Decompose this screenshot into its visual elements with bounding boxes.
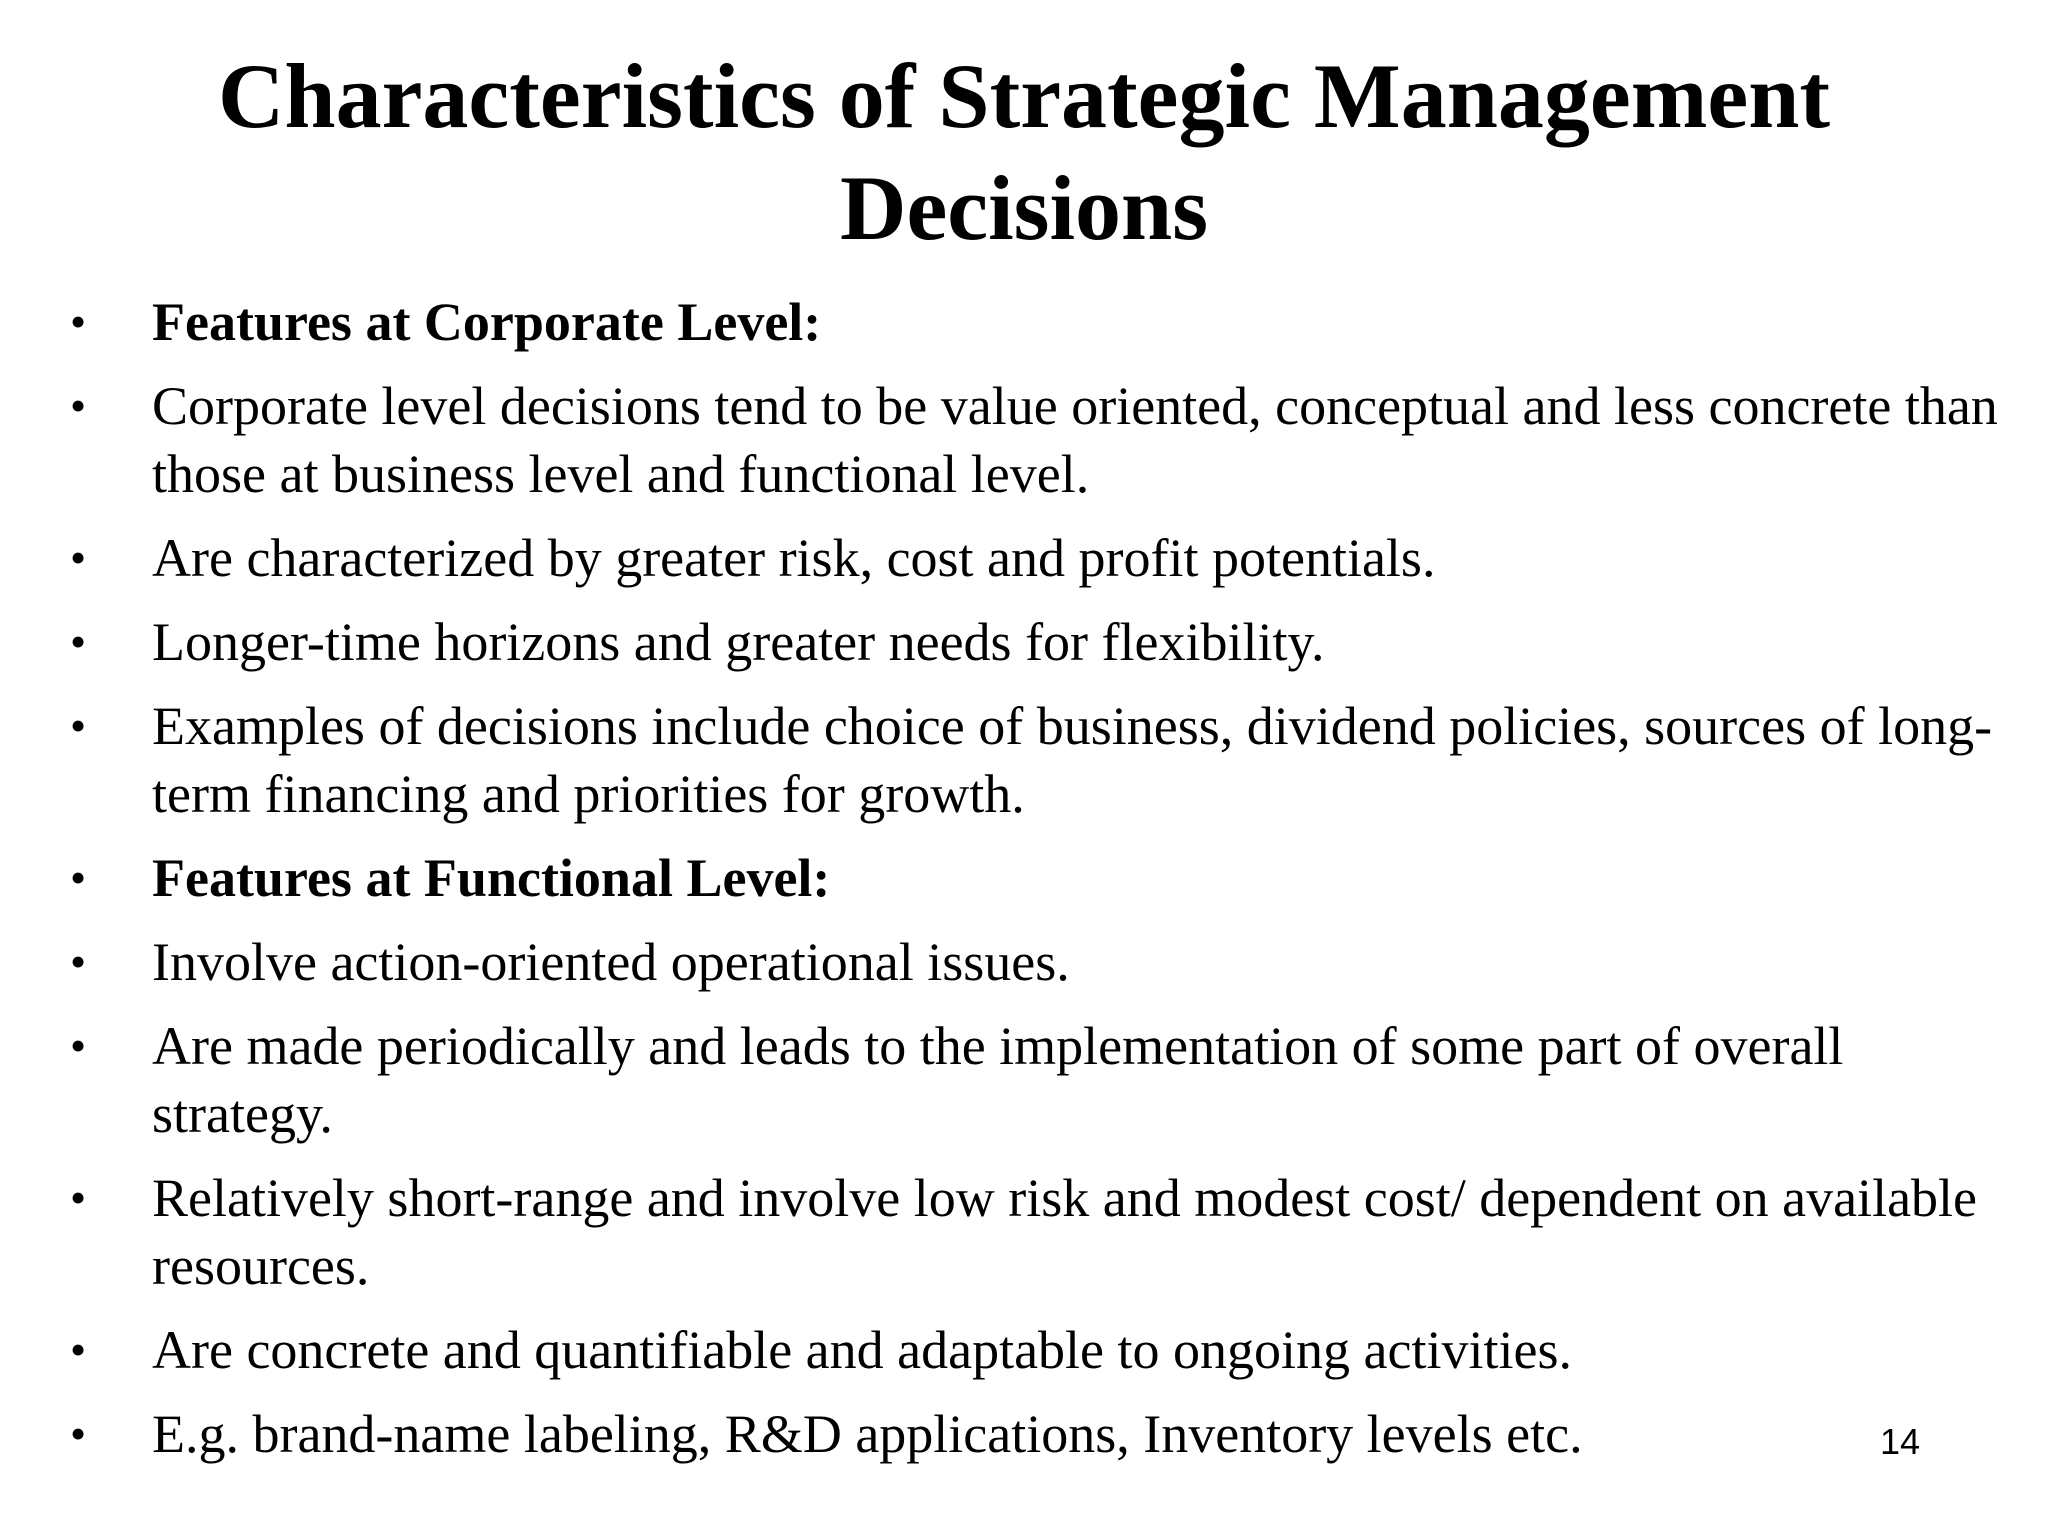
bullet-corporate-heading bbox=[70, 288, 2000, 356]
bullet-icon: • bbox=[70, 936, 87, 987]
bullet-text: Features at Functional Level: bbox=[152, 848, 831, 908]
bullet-text: Corporate level decisions tend to be value oriented, conceptual and less concrete than those at business level and functional level. bbox=[152, 376, 1998, 504]
bullet-icon: • bbox=[70, 700, 87, 751]
bullet-icon: • bbox=[70, 852, 87, 903]
bullet-functional-heading bbox=[70, 844, 2000, 912]
bullet-text: Examples of decisions include choice of business, dividend policies, sources of long-term financing and priorities for growth. bbox=[152, 696, 1993, 824]
bullet-icon: • bbox=[70, 1020, 87, 1071]
bullet-item bbox=[70, 1012, 2000, 1148]
bullet-icon: • bbox=[70, 380, 87, 431]
slide-title bbox=[0, 40, 2048, 264]
slide-title-line-2: Decisions bbox=[840, 157, 1208, 259]
bullet-item bbox=[70, 928, 2000, 996]
bullet-icon: • bbox=[70, 296, 87, 347]
bullet-item bbox=[70, 1316, 2000, 1384]
bullet-item bbox=[70, 372, 2000, 508]
bullet-text: Are made periodically and leads to the implementation of some part of overall strategy. bbox=[152, 1016, 1844, 1144]
bullet-text: Features at Corporate Level: bbox=[152, 292, 822, 352]
bullet-item bbox=[70, 692, 2000, 828]
bullet-item bbox=[70, 1400, 2000, 1468]
bullet-icon: • bbox=[70, 1324, 87, 1375]
bullet-text: Relatively short-range and involve low risk and modest cost/ dependent on available resources. bbox=[152, 1168, 1978, 1296]
bullet-item bbox=[70, 1164, 2000, 1300]
bullet-text: E.g. brand-name labeling, R&D applications, Inventory levels etc. bbox=[152, 1404, 1583, 1464]
bullet-text: Are characterized by greater risk, cost and profit potentials. bbox=[152, 528, 1436, 588]
page-number: 14 bbox=[1880, 1421, 1921, 1462]
bullet-list bbox=[70, 288, 2000, 1484]
slide-title-line-1: Characteristics of Strategic Management bbox=[217, 45, 1831, 147]
bullet-text: Involve action-oriented operational issues. bbox=[152, 932, 1070, 992]
bullet-icon: • bbox=[70, 1172, 87, 1223]
bullet-text: Longer-time horizons and greater needs for flexibility. bbox=[152, 612, 1325, 672]
bullet-text: Are concrete and quantifiable and adaptable to ongoing activities. bbox=[152, 1320, 1572, 1380]
bullet-item bbox=[70, 524, 2000, 592]
bullet-item bbox=[70, 608, 2000, 676]
bullet-icon: • bbox=[70, 616, 87, 667]
bullet-icon: • bbox=[70, 1408, 87, 1459]
bullet-icon: • bbox=[70, 532, 87, 583]
